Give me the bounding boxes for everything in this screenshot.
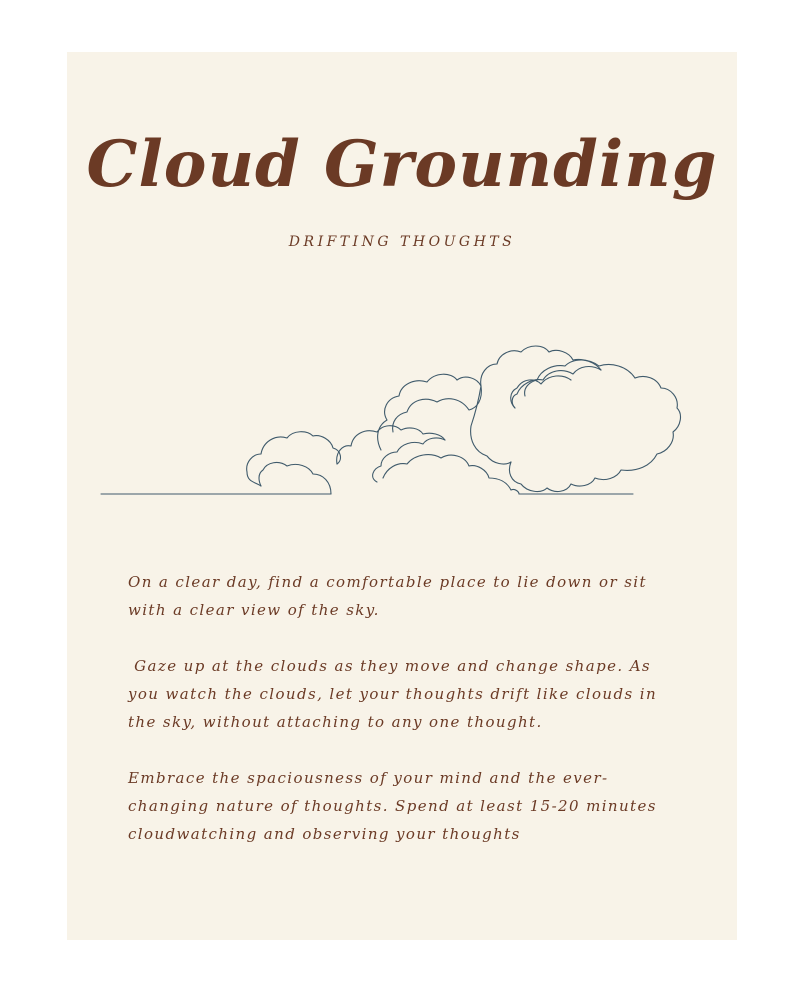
page-title: Cloud Grounding	[86, 127, 718, 202]
document-page	[67, 52, 737, 940]
cloud-line-icon	[97, 322, 697, 502]
paragraph-3: Embrace the spaciousness of your mind and the ever-changing nature of thoughts. Spend at least 15-20 minutes cloudwatching and observing your thoughts	[128, 769, 664, 843]
page-subtitle: DRIFTING THOUGHTS	[288, 234, 516, 250]
instructions-text	[128, 568, 688, 876]
paragraph-2: Gaze up at the clouds as they move and change shape. As you watch the clouds, let your thoughts drift like clouds in the sky, without attaching to any one thought.	[128, 657, 664, 731]
paragraph-1: On a clear day, find a comfortable place to lie down or sit with a clear view of the sky.	[128, 573, 654, 619]
